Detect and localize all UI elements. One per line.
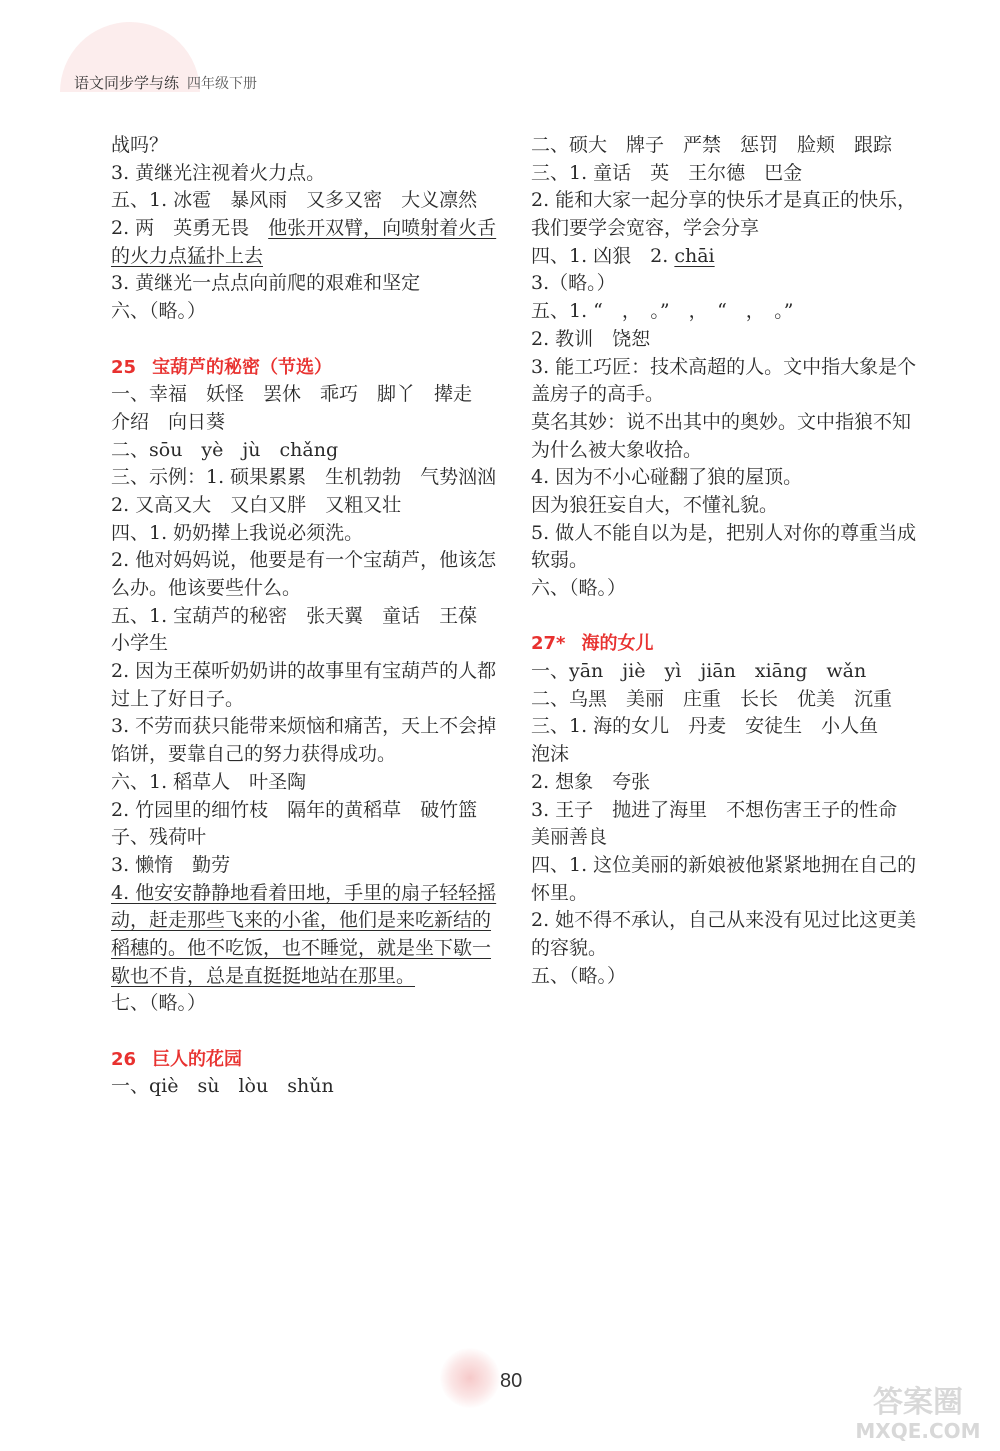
footer-decoration (440, 1348, 500, 1408)
answer-line: 七、（略。） (111, 992, 207, 1015)
answer-line: 2. 她不得不承认，自己从来没有见过比这更美 (531, 909, 917, 932)
answer-line: 一、幸福 妖怪 罢休 乖巧 脚丫 撵走 (111, 383, 473, 406)
answer-line: 六、（略。） (111, 300, 207, 323)
underlined-answer: chāi (674, 244, 715, 267)
spacer (531, 603, 921, 631)
answer-line: 泡沫 (531, 743, 570, 766)
answer-line: 四、1. 这位美丽的新娘被他紧紧地拥在自己的 (531, 853, 917, 876)
answer-line: 五、1. “ ， 。” ， “ ， 。” (531, 300, 794, 323)
answer-line: 2. 又高又大 又白又胖 又粗又壮 (111, 493, 402, 516)
watermark-logo (848, 1378, 988, 1444)
lesson-title (111, 1046, 503, 1074)
answer-line: 3. 懒惰 勤劳 (111, 853, 231, 876)
spacer (111, 326, 503, 354)
answer-line: 介绍 向日葵 (111, 410, 226, 433)
underlined-answer: 他张开双臂，向喷射着火舌 (268, 217, 497, 240)
answer-line: 的容貌。 (531, 936, 608, 959)
underlined-answer-line: 的火力点猛扑上去 (111, 244, 264, 267)
answer-line: 3. 王子 抛进了海里 不想伤害王子的性命 (531, 798, 898, 821)
watermark-bottom: MXQE.COM (855, 1419, 981, 1443)
lesson-number: 27* (531, 633, 566, 655)
underlined-answer-line: 稻穗的。他不吃饭，也不睡觉，就是坐下歇一 (111, 936, 492, 959)
left-column (111, 132, 503, 1101)
answer-line: 2. 他对妈妈说，他要是有一个宝葫芦，他该怎 (111, 549, 497, 572)
answer-line: 3.（略。） (531, 272, 616, 295)
answer-line: 3. 不劳而获只能带来烦恼和痛苦，天上不会掉 (111, 715, 497, 738)
lesson-name: 巨人的花园 (152, 1048, 243, 1070)
answer-line: 一、yān jiè yì jiān xiāng wǎn (531, 660, 867, 683)
answer-line: 馅饼，要靠自己的努力获得成功。 (111, 743, 397, 766)
answer-line: 战吗？ (111, 134, 169, 156)
answer-line: 2. 想象 夸张 (531, 770, 651, 793)
underlined-answer-line: 动，赶走那些飞来的小雀，他们是来吃新结的 (111, 909, 492, 932)
answer-line: 五、1. 宝葫芦的秘密 张天翼 童话 王葆 (111, 604, 478, 627)
spacer (111, 1018, 503, 1046)
lesson-number: 26 (111, 1048, 137, 1070)
lesson-name: 宝葫芦的秘密（节选） (152, 356, 333, 378)
underlined-answer-line: 歇也不肯，总是直挺挺地站在那里。 (111, 964, 416, 987)
answer-line: 2. 因为王葆听奶奶讲的故事里有宝葫芦的人都 (111, 660, 497, 683)
right-column (531, 132, 921, 990)
answer-line: 二、乌黑 美丽 庄重 长长 优美 沉重 (531, 687, 893, 710)
answer-line: 四、1. 奶奶撵上我说必须洗。 (111, 521, 364, 544)
answer-line: 六、1. 稻草人 叶圣陶 (111, 770, 307, 793)
answer-line: 2. 教训 饶恕 (531, 327, 651, 350)
answer-line: 莫名其妙：说不出其中的奥妙。文中指狼不知 (531, 410, 912, 433)
answer-line: 5. 做人不能自以为是，把别人对你的尊重当成 (531, 521, 917, 544)
answer-line: 子、残荷叶 (111, 826, 207, 849)
answer-line: 么办。他该要些什么。 (111, 577, 302, 599)
answer-line: 美丽善良 (531, 826, 608, 849)
lesson-name: 海的女儿 (581, 633, 654, 655)
answer-line: 3. 黄继光注视着火力点。 (111, 161, 326, 184)
answer-line: 为什么被大象收拾。 (531, 438, 703, 461)
lesson-number: 25 (111, 356, 137, 378)
answer-line (111, 215, 503, 243)
answer-line: 二、硕大 牌子 严禁 惩罚 脸颊 跟踪 (531, 134, 893, 156)
underlined-answer-line: 4. 他安安静静地看着田地，手里的扇子轻轻摇 (111, 881, 497, 904)
page-number: 80 (500, 1370, 523, 1392)
answer-line: 五、1. 冰雹 暴风雨 又多又密 大义凛然 (111, 189, 478, 212)
answer-line: 二、sōu yè jù chǎng (111, 438, 339, 461)
answer-line: 2. 能和大家一起分享的快乐才是真正的快乐， (531, 189, 917, 212)
lesson-title (111, 354, 503, 382)
answer-line: 3. 黄继光一点点向前爬的艰难和坚定 (111, 272, 421, 295)
answer-line: 2. 竹园里的细竹枝 隔年的黄稻草 破竹篮 (111, 798, 478, 821)
answer-line: 三、1. 海的女儿 丹麦 安徒生 小人鱼 (531, 715, 879, 738)
answer-line: 一、qiè sù lòu shǔn (111, 1075, 334, 1098)
watermark-top: 答案圈 (873, 1385, 963, 1420)
answer-line: 过上了好日子。 (111, 687, 245, 710)
answer-line: 怀里。 (531, 881, 589, 904)
answer-line: 三、示例：1. 硕果累累 生机勃勃 气势汹汹 (111, 466, 497, 489)
lesson-title (531, 630, 921, 658)
answer-line: 盖房子的高手。 (531, 383, 665, 406)
page-header (74, 72, 257, 93)
answer-line: 4. 因为不小心碰翻了狼的屋顶。 (531, 466, 803, 489)
answer-text: 2. 两 英勇无畏 (111, 217, 269, 240)
answer-line: 六、（略。） (531, 577, 627, 599)
answer-line: 因为狼狂妄自大，不懂礼貌。 (531, 493, 779, 516)
answer-line: 软弱。 (531, 549, 589, 572)
answer-line: 小学生 (111, 632, 169, 655)
answer-line: 3. 能工巧匠：技术高超的人。文中指大象是个 (531, 355, 917, 378)
answer-line: 五、（略。） (531, 964, 627, 987)
grade-label: 四年级下册 (187, 76, 258, 92)
answer-text: 四、1. 凶狠 2. (531, 244, 675, 267)
answer-line: 三、1. 童话 英 王尔德 巴金 (531, 161, 803, 184)
book-title: 语文同步学与练 (74, 74, 180, 92)
answer-line: 我们要学会宽容，学会分享 (531, 217, 760, 240)
answer-line (531, 243, 921, 271)
